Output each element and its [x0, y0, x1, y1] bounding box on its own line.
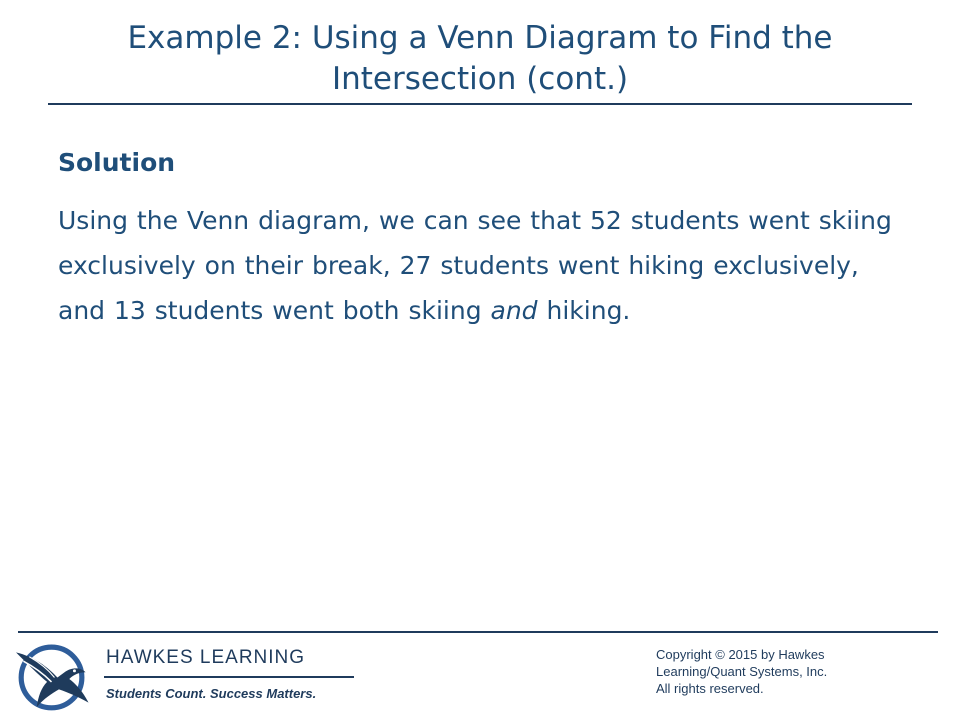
copyright-line-2: Learning/Quant Systems, Inc. [656, 664, 828, 679]
slide-title-line-1: Example 2: Using a Venn Diagram to Find the [127, 20, 833, 56]
slide-title [48, 18, 912, 100]
brand-tagline: Students Count. Success Matters. [106, 686, 317, 701]
hawk-logo-icon [16, 639, 90, 713]
brand-divider [104, 676, 354, 678]
title-underline [48, 103, 912, 105]
solution-text-start: Using the Venn diagram, we can see that 52 students went skiing exclusively on their break, 27 students went hiking exclusively, and 13 students went both skiing [58, 206, 892, 325]
solution-heading: Solution [58, 148, 176, 177]
copyright-line-3: All rights reserved. [656, 681, 764, 696]
copyright-line-1: Copyright © 2015 by Hawkes [656, 647, 825, 662]
solution-paragraph [58, 198, 908, 333]
solution-emphasis: and [490, 296, 538, 325]
brand-name: HAWKES LEARNING [106, 647, 306, 668]
slide-content [58, 140, 908, 333]
footer-divider [18, 631, 938, 633]
solution-text-end: hiking. [537, 296, 631, 325]
slide-title-line-2: Intersection (cont.) [331, 61, 629, 97]
copyright-notice [656, 646, 827, 697]
